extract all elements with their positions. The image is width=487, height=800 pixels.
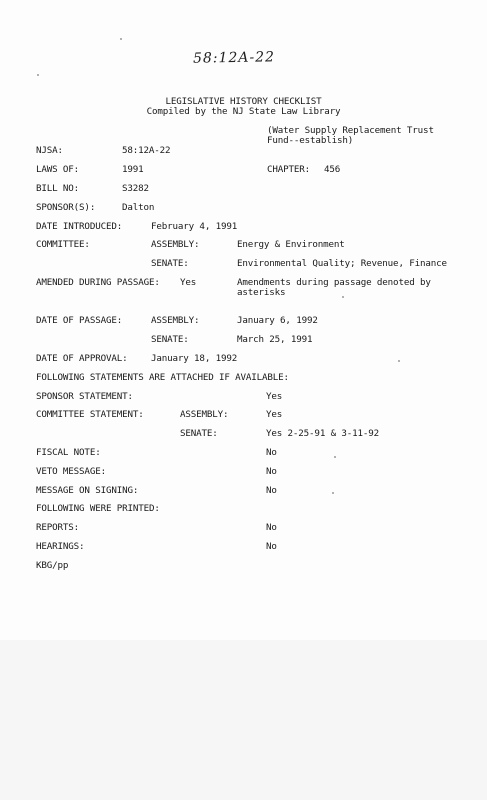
date-of-approval-value: January 18, 1992 bbox=[151, 353, 238, 364]
scan-speck bbox=[398, 360, 400, 362]
committee-statement-assembly-value: Yes bbox=[266, 409, 283, 420]
date-of-approval-label: DATE OF APPROVAL: bbox=[36, 353, 128, 364]
sponsor-statement-value: Yes bbox=[266, 391, 283, 402]
committee-statement-senate-value: Yes 2-25-91 & 3-11-92 bbox=[266, 428, 380, 439]
date-of-passage-label: DATE OF PASSAGE: bbox=[36, 315, 123, 326]
chapter-value: 456 bbox=[324, 164, 341, 175]
message-on-signing-label: MESSAGE ON SIGNING: bbox=[36, 485, 139, 496]
passage-assembly-label: ASSEMBLY: bbox=[151, 315, 200, 326]
committee-label: COMMITTEE: bbox=[36, 239, 90, 250]
scan-speck bbox=[37, 74, 39, 76]
sponsor-statement-label: SPONSOR STATEMENT: bbox=[36, 391, 133, 402]
amended-label: AMENDED DURING PASSAGE: bbox=[36, 277, 160, 288]
handwritten-citation: 58:12A-22 bbox=[192, 49, 276, 67]
amended-note-line1: Amendments during passage denoted by bbox=[237, 277, 431, 288]
committee-statement-senate-label: SENATE: bbox=[180, 428, 218, 439]
date-introduced-value: February 4, 1991 bbox=[151, 221, 238, 232]
subject-note-line2: Fund--establish) bbox=[267, 135, 354, 146]
sponsors-label: SPONSOR(S): bbox=[36, 202, 96, 213]
hearings-value: No bbox=[266, 541, 277, 552]
bill-no-label: BILL NO: bbox=[36, 183, 80, 194]
checklist-subtitle: Compiled by the NJ State Law Library bbox=[146, 106, 341, 117]
amended-note-line2: asterisks bbox=[237, 287, 286, 298]
committee-statement-label: COMMITTEE STATEMENT: bbox=[36, 409, 144, 420]
reports-label: REPORTS: bbox=[36, 522, 80, 533]
amended-value: Yes bbox=[180, 277, 197, 288]
laws-of-value: 1991 bbox=[122, 164, 144, 175]
scan-speck bbox=[342, 296, 344, 298]
page-bottom-shade bbox=[0, 640, 487, 800]
scan-speck bbox=[334, 456, 336, 458]
passage-senate-label: SENATE: bbox=[151, 334, 189, 345]
chapter-label: CHAPTER: bbox=[267, 164, 311, 175]
following-attached-heading: FOLLOWING STATEMENTS ARE ATTACHED IF AVAILABLE: bbox=[36, 372, 289, 383]
subject-note-line1: (Water Supply Replacement Trust bbox=[267, 125, 434, 136]
passage-assembly-value: January 6, 1992 bbox=[237, 315, 318, 326]
reports-value: No bbox=[266, 522, 277, 533]
committee-statement-assembly-label: ASSEMBLY: bbox=[180, 409, 229, 420]
fiscal-note-label: FISCAL NOTE: bbox=[36, 447, 101, 458]
fiscal-note-value: No bbox=[266, 447, 277, 458]
following-printed-heading: FOLLOWING WERE PRINTED: bbox=[36, 503, 160, 514]
bill-no-value: S3282 bbox=[122, 183, 149, 194]
date-introduced-label: DATE INTRODUCED: bbox=[36, 221, 123, 232]
scan-speck bbox=[332, 492, 334, 494]
scan-speck bbox=[120, 38, 122, 40]
message-on-signing-value: No bbox=[266, 485, 277, 496]
committee-senate-label: SENATE: bbox=[151, 258, 189, 269]
laws-of-label: LAWS OF: bbox=[36, 164, 80, 175]
committee-assembly-label: ASSEMBLY: bbox=[151, 239, 200, 250]
committee-senate-value: Environmental Quality; Revenue, Finance bbox=[237, 258, 447, 269]
sponsors-value: Dalton bbox=[122, 202, 155, 213]
veto-message-value: No bbox=[266, 466, 277, 477]
njsa-value: 58:12A-22 bbox=[122, 145, 171, 156]
passage-senate-value: March 25, 1991 bbox=[237, 334, 313, 345]
hearings-label: HEARINGS: bbox=[36, 541, 85, 552]
checklist-title: LEGISLATIVE HISTORY CHECKLIST bbox=[165, 96, 322, 107]
initials: KBG/pp bbox=[36, 560, 69, 571]
njsa-label: NJSA: bbox=[36, 145, 63, 156]
veto-message-label: VETO MESSAGE: bbox=[36, 466, 106, 477]
committee-assembly-value: Energy & Environment bbox=[237, 239, 345, 250]
